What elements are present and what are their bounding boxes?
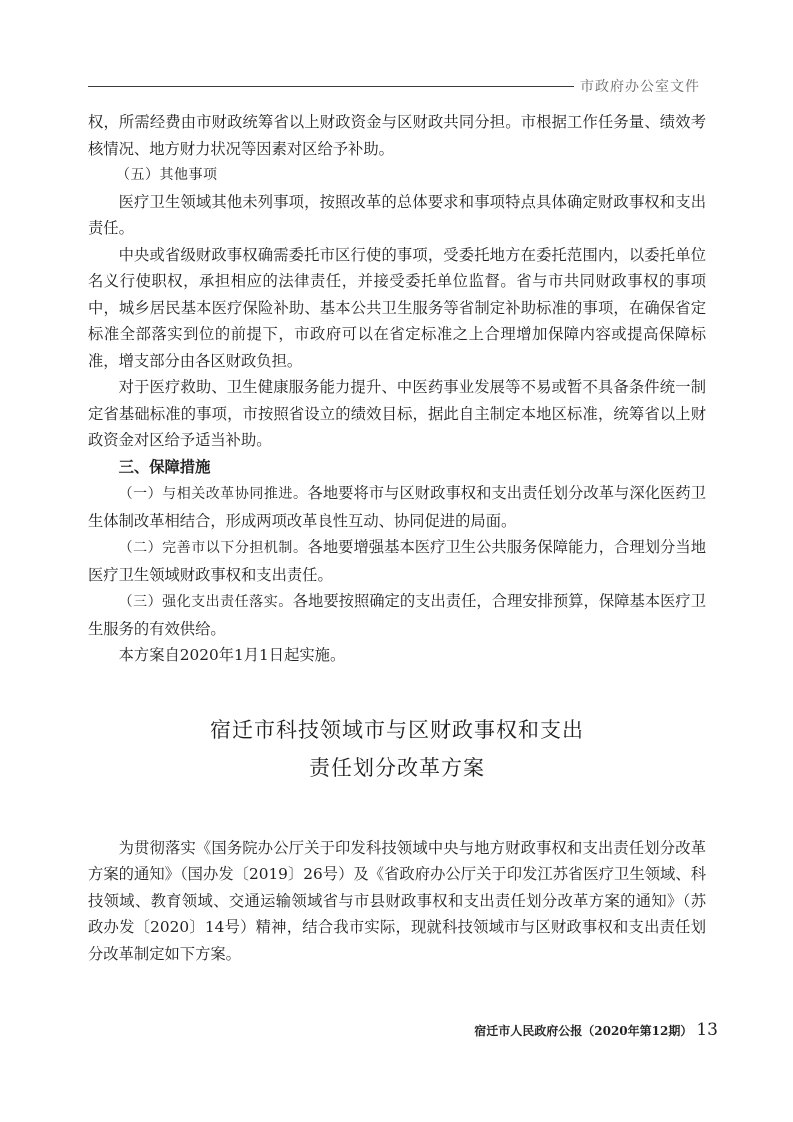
measure-2	[88, 534, 706, 588]
intro-paragraph: 为贯彻落实《国务院办公厅关于印发科技领域中央与地方财政事权和支出责任划分改革方案的通知》（国办发〔2019〕26号）及《省政府办公厅关于印发江苏省医疗卫生领域、科技领域、教育领域、交通运输领域省与市县财政事权和支出责任划分改革方案的通知》（苏政办发〔2020〕14号）精神，结合我市实际，现就科技领域市与区财政事权和支出责任划分改革制定如下方案。	[88, 838, 706, 963]
paragraph-delegation: 中央或省级财政事权确需委托市区行使的事项，受委托地方在委托范围内，以委托单位名义行使职权，承担相应的法律责任，并接受委托单位监督。省与市共同财政事权的事项中，城乡居民基本医疗保险补助、基本公共卫生服务等省制定补助标准的事项，在确保省定标准全部落实到位的前提下，市政府可以在省定标准之上合理增加保障内容或提高保障标准，增支部分由各区财政负担。	[88, 245, 706, 370]
measure-1-text: 各地要将市与区财政事权和支出责任划分改革与深化医药卫生体制改革相结合，形成两项改革良性互动、协同促进的局面。	[88, 484, 706, 530]
title-spacer	[88, 787, 706, 835]
running-header: 市政府办公室文件	[580, 79, 700, 95]
subsection-heading-5: （五）其他事项	[116, 167, 218, 183]
measure-3	[88, 588, 706, 642]
page-footer	[470, 1020, 718, 1040]
measure-2-label: （二）完善市以下分担机制。	[118, 540, 308, 556]
measure-3-text: 各地要按照确定的支出责任，合理安排预算，保障基本医疗卫生服务的有效供给。	[88, 592, 706, 638]
paragraph-assistance: 对于医疗救助、卫生健康服务能力提升、中医药事业发展等不易或暂不具备条件统一制定省基础标准的事项，市按照省设立的绩效目标，据此自主制定本地区标准，统筹省以上财政资金对区给予适当补助。	[88, 378, 706, 449]
measure-3-label: （三）强化支出责任落实。	[118, 594, 293, 610]
measure-1-label: （一）与相关改革协同推进。	[118, 486, 308, 502]
document-title-line-1: 宿迁市科技领域市与区财政事权和支出	[210, 717, 584, 742]
paragraph-continued: 权，所需经费由市财政统筹省以上财政资金与区财政共同分担。市根据工作任务量、绩效考核情况、地方财力状况等因素对区给予补助。	[88, 113, 706, 158]
page-number: 13	[696, 1020, 718, 1040]
page-body	[88, 109, 706, 967]
header-rule	[88, 86, 574, 87]
document-title-line-2: 责任划分改革方案	[309, 755, 485, 780]
measure-2-text: 各地要增强基本医疗卫生公共服务保障能力，合理划分当地医疗卫生领域财政事权和支出责任。	[88, 538, 706, 584]
paragraph-other-matters: 医疗卫生领域其他未列事项，按照改革的总体要求和事项特点具体确定财政事权和支出责任。	[88, 192, 706, 237]
section-heading-3: 三、保障措施	[118, 457, 211, 476]
publication-name: 宿迁市人民政府公报（2020年第12期）	[474, 1024, 693, 1038]
measure-1	[88, 480, 706, 534]
effective-date: 本方案自2020年1月1日起实施。	[118, 646, 346, 664]
